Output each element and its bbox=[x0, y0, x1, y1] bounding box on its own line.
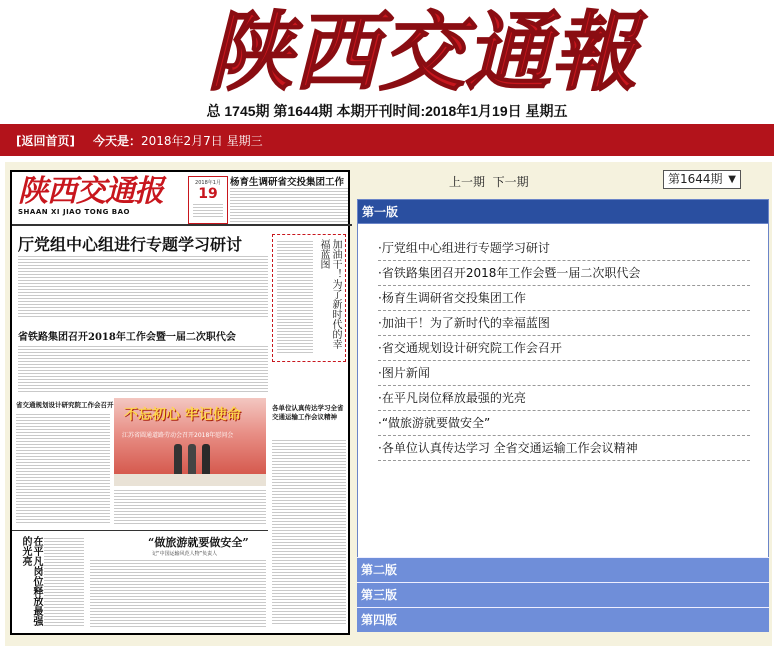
main-panel bbox=[5, 162, 772, 646]
article-link[interactable]: ·“做旅游就要做安全” bbox=[378, 411, 750, 436]
paper-masthead bbox=[18, 176, 183, 218]
paper-bottom-subhead: 记“中国运输风范人物”负责人 bbox=[152, 551, 218, 557]
paper-side-column: 加油干！为了新时代的幸福蓝图 bbox=[318, 239, 341, 349]
section-list bbox=[357, 199, 769, 632]
paper-text-block bbox=[114, 490, 266, 524]
issue-select[interactable] bbox=[663, 170, 741, 189]
paper-right-headline: 各单位认真传达学习全省交通运输工作会议精神 bbox=[272, 404, 344, 421]
paper-text-block bbox=[230, 188, 348, 222]
paper-date-month: 2018年1月 bbox=[195, 180, 221, 186]
article-link[interactable]: ·杨育生调研省交投集团工作 bbox=[378, 286, 750, 311]
paper-divider bbox=[12, 224, 352, 226]
article-link[interactable]: ·在平凡岗位释放最强的光亮 bbox=[378, 386, 750, 411]
today-label: 今天是： bbox=[92, 133, 141, 148]
masthead bbox=[0, 0, 774, 124]
section-tab-2[interactable]: 第二版 bbox=[357, 557, 769, 582]
paper-photo-banner: 不忘初心 牢记使命 bbox=[124, 407, 241, 423]
section-tab-4[interactable]: 第四版 bbox=[357, 607, 769, 632]
paper-pinyin: SHAAN XI JIAO TONG BAO bbox=[18, 208, 130, 216]
section-tab-1[interactable]: 第一版 bbox=[357, 199, 769, 224]
article-link[interactable]: ·省铁路集团召开2018年工作会暨一届二次职代会 bbox=[378, 261, 750, 286]
paper-headline-1: 厅党组中心组进行专题学习研讨 bbox=[18, 235, 243, 254]
issue-info: 总 1745期 第1644期 本期开刊时间:2018年1月19日 星期五 bbox=[206, 103, 568, 119]
issue-navigation bbox=[357, 170, 769, 198]
article-link[interactable]: ·厅党组中心组进行专题学习研讨 bbox=[378, 236, 750, 261]
paper-text-block bbox=[16, 414, 110, 524]
top-nav-bar bbox=[0, 124, 774, 156]
paper-photo bbox=[114, 398, 266, 486]
paper-photo-caption: 江苏省圆通道路劳动会召开2018年慰问会 bbox=[122, 432, 234, 439]
article-link[interactable]: ·加油干！为了新时代的幸福蓝图 bbox=[378, 311, 750, 336]
today-date: 2018年2月7日 星期三 bbox=[141, 133, 263, 148]
article-list bbox=[357, 224, 769, 557]
paper-headline-2: 省铁路集团召开2018年工作会暨一届二次职代会 bbox=[18, 332, 236, 343]
paper-text-block bbox=[272, 440, 346, 626]
next-issue-link[interactable]: 下一期 bbox=[492, 175, 529, 189]
paper-text-block bbox=[90, 560, 266, 628]
paper-text-block bbox=[18, 346, 268, 392]
prev-issue-link[interactable]: 上一期 bbox=[449, 175, 486, 189]
prev-next-links bbox=[449, 173, 529, 190]
paper-masthead-title: 陕西交通报 bbox=[18, 174, 163, 209]
newspaper-page-image[interactable] bbox=[10, 170, 350, 635]
back-home-link[interactable]: [返回首页] bbox=[16, 133, 75, 148]
article-link[interactable]: ·各单位认真传达学习 全省交通运输工作会议精神 bbox=[378, 436, 750, 461]
article-link[interactable]: ·省交通规划设计研究院工作会召开 bbox=[378, 336, 750, 361]
paper-date-day: 19 bbox=[198, 186, 218, 202]
paper-text-block bbox=[18, 256, 268, 318]
paper-top-headline: 杨育生调研省交投集团工作 bbox=[230, 177, 345, 188]
paper-vertical-title: 在平凡岗位释放最强的光亮 bbox=[20, 536, 42, 626]
section-tab-3[interactable]: 第三版 bbox=[357, 582, 769, 607]
dropdown-arrow-icon: ▼ bbox=[728, 174, 736, 185]
paper-side-box bbox=[272, 234, 346, 362]
issue-select-value: 第1644期 bbox=[668, 172, 723, 186]
paper-bottom-headline: “做旅游就要做安全” bbox=[148, 536, 249, 549]
newspaper-logo bbox=[205, 2, 637, 103]
paper-text-block bbox=[44, 538, 84, 628]
paper-headline-3: 省交通规划设计研究院工作会召开 bbox=[16, 401, 114, 409]
article-link[interactable]: ·图片新闻 bbox=[378, 361, 750, 386]
paper-date-box bbox=[188, 176, 228, 224]
logo-text: 陕西交通報 bbox=[207, 2, 637, 103]
